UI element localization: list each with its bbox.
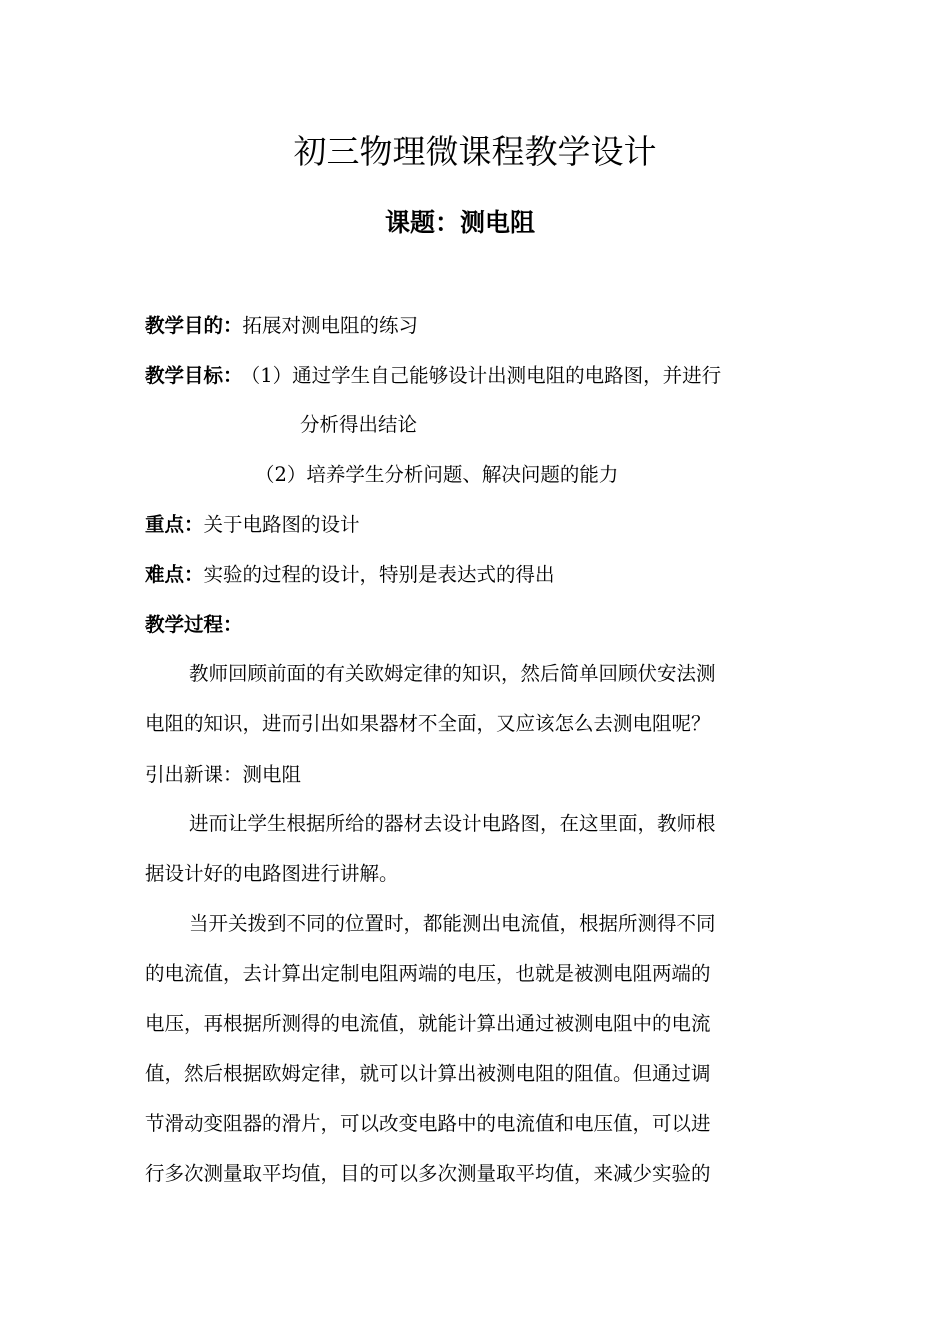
key-point-text: 关于电路图的设计 [203, 513, 360, 536]
goal-1-line-1: （1）通过学生自己能够设计出测电阻的电路图，并进行 [250, 364, 722, 387]
paragraph-line: 当开关拨到不同的位置时，都能测出电流值，根据所测得不同 [189, 912, 716, 935]
difficulty-label: 难点： [145, 563, 204, 586]
purpose-label: 教学目的： [145, 314, 243, 337]
new-lesson-line: 引出新课：测电阻 [145, 763, 302, 786]
process-label: 教学过程： [145, 613, 243, 636]
document-title: 初三物理微课程教学设计 [293, 132, 657, 171]
paragraph-line: 据设计好的电路图进行讲解。 [145, 862, 399, 885]
process-heading [145, 610, 810, 640]
key-point-line [145, 510, 810, 540]
paragraph-line: 值，然后根据欧姆定律，就可以计算出被测电阻的阻值。但通过调 [145, 1062, 711, 1085]
paragraph-line: 行多次测量取平均值，目的可以多次测量取平均值，来减少实验的 [145, 1162, 711, 1185]
goal-2: （2）培养学生分析问题、解决问题的能力 [255, 463, 619, 486]
difficulty-text: 实验的过程的设计，特别是表达式的得出 [203, 563, 555, 586]
goals-label: 教学目标： [145, 364, 243, 387]
purpose-text: 拓展对测电阻的练习 [242, 314, 419, 337]
paragraph-line: 电阻的知识，进而引出如果器材不全面，又应该怎么去测电阻呢？ [145, 712, 711, 735]
paragraph-2 [145, 799, 807, 899]
goal-1-line-2: 分析得出结论 [300, 413, 418, 436]
paragraph-line: 节滑动变阻器的滑片，可以改变电路中的电流值和电压值，可以进 [145, 1112, 711, 1135]
paragraph-line: 进而让学生根据所给的器材去设计电路图，在这里面，教师根 [189, 812, 716, 835]
goals-line [145, 361, 810, 391]
purpose-line [145, 311, 810, 341]
paragraph-line: 的电流值，去计算出定制电阻两端的电压，也就是被测电阻两端的 [145, 962, 711, 985]
lesson-topic: 课题：测电阻 [384, 208, 535, 237]
paragraph-3 [145, 899, 807, 1199]
paragraph-line: 电压，再根据所测得的电流值，就能计算出通过被测电阻中的电流 [145, 1012, 711, 1035]
difficulty-line [145, 560, 810, 590]
paragraph-1 [145, 649, 807, 749]
key-point-label: 重点： [145, 513, 204, 536]
paragraph-line: 教师回顾前面的有关欧姆定律的知识，然后简单回顾伏安法测 [189, 662, 716, 685]
